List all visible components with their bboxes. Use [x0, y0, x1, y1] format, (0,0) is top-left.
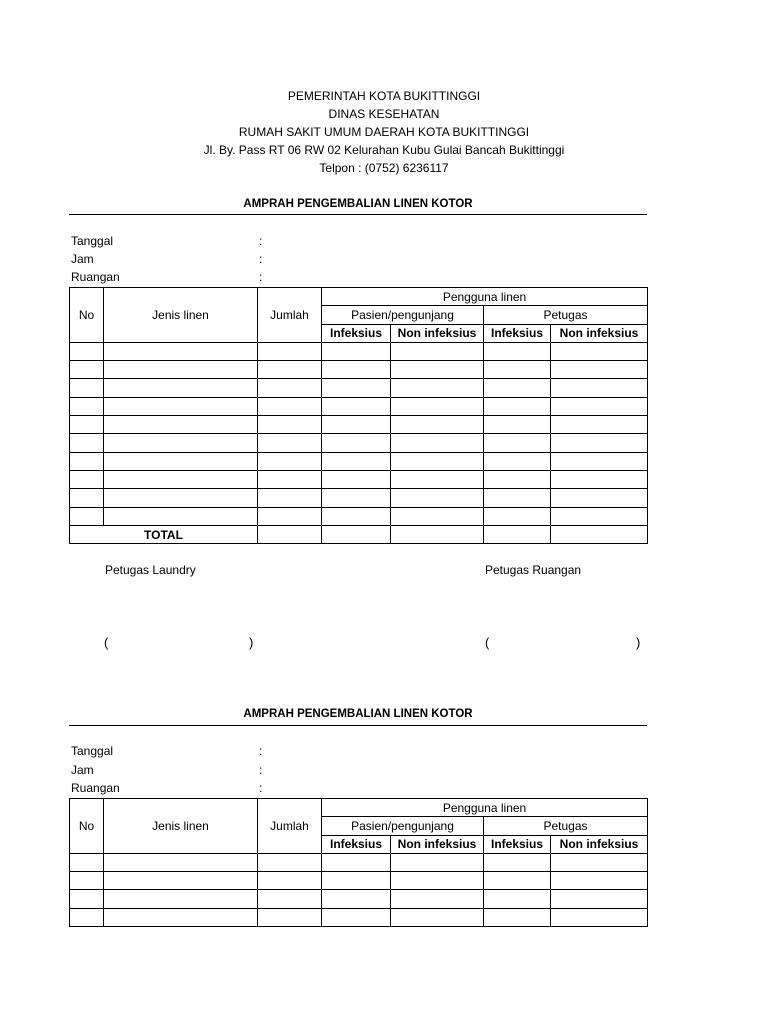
table-cell[interactable]: [322, 379, 391, 397]
title-underline: [69, 725, 647, 726]
col-header-jumlah: Jumlah: [258, 799, 322, 854]
table-cell[interactable]: [391, 342, 484, 360]
letterhead-department: DINAS KESEHATAN: [328, 107, 440, 121]
col-header-no: No: [70, 799, 104, 854]
table-cell[interactable]: [484, 397, 551, 415]
table-cell[interactable]: [484, 379, 551, 397]
col-header-pasien-infeksius: Infeksius: [322, 324, 391, 342]
total-row: [70, 525, 648, 543]
col-header-petugas-non-infeksius: Non infeksius: [551, 835, 648, 853]
table-cell[interactable]: [391, 397, 484, 415]
col-header-pasien-infeksius: Infeksius: [322, 835, 391, 853]
signature-label-ruangan: Petugas Ruangan: [485, 563, 582, 577]
letterhead-hospital: RUMAH SAKIT UMUM DAERAH KOTA BUKITTINGGI: [238, 125, 530, 139]
table-cell[interactable]: [322, 908, 391, 926]
table-cell[interactable]: [104, 397, 258, 415]
table-cell[interactable]: [391, 890, 484, 908]
table-cell[interactable]: [551, 890, 648, 908]
table-cell[interactable]: [70, 853, 104, 871]
table-cell[interactable]: [322, 853, 391, 871]
table-row: [70, 890, 648, 908]
tanggal-colon: :: [259, 744, 263, 758]
table-cell[interactable]: [551, 397, 648, 415]
table-cell[interactable]: [391, 361, 484, 379]
table-cell[interactable]: [104, 872, 258, 890]
table-cell[interactable]: [551, 872, 648, 890]
col-header-jenis-linen: Jenis linen: [104, 288, 258, 343]
table-row: [70, 416, 648, 434]
signature-open-paren: (: [104, 635, 109, 650]
table-cell[interactable]: [258, 872, 322, 890]
table-cell[interactable]: [104, 379, 258, 397]
table-cell[interactable]: [258, 434, 322, 452]
table-cell[interactable]: [70, 872, 104, 890]
table-cell[interactable]: [551, 379, 648, 397]
table-cell[interactable]: [258, 525, 322, 543]
table-cell[interactable]: [484, 525, 551, 543]
table-row: [70, 908, 648, 926]
tanggal-colon: :: [259, 234, 263, 248]
table-cell[interactable]: [104, 342, 258, 360]
table-cell[interactable]: [391, 872, 484, 890]
table-cell[interactable]: [484, 507, 551, 525]
col-header-pasien: Pasien/pengunjang: [322, 817, 484, 835]
col-header-jenis-linen: Jenis linen: [104, 799, 258, 854]
table-cell[interactable]: [322, 890, 391, 908]
table-cell[interactable]: [70, 342, 104, 360]
ruangan-label: Ruangan: [71, 781, 120, 795]
table-row: [70, 434, 648, 452]
col-header-jumlah: Jumlah: [258, 288, 322, 343]
table-cell[interactable]: [484, 489, 551, 507]
jam-colon: :: [259, 763, 263, 777]
signature-label-laundry: Petugas Laundry: [105, 563, 196, 577]
table-cell[interactable]: [258, 342, 322, 360]
letterhead-address: Jl. By. Pass RT 06 RW 02 Kelurahan Kubu Gulai Bancah Bukittinggi: [203, 143, 565, 157]
table-cell[interactable]: [258, 853, 322, 871]
table-row: [70, 489, 648, 507]
table-cell[interactable]: [258, 489, 322, 507]
col-header-petugas: Petugas: [484, 306, 648, 324]
table-cell[interactable]: [391, 489, 484, 507]
table-cell[interactable]: [258, 361, 322, 379]
table-cell[interactable]: [70, 507, 104, 525]
table-cell[interactable]: [258, 470, 322, 488]
table-cell[interactable]: [70, 908, 104, 926]
table-cell[interactable]: [322, 434, 391, 452]
table-row: [70, 470, 648, 488]
table-cell[interactable]: [258, 908, 322, 926]
table-cell[interactable]: [258, 890, 322, 908]
table-cell[interactable]: [484, 416, 551, 434]
table-cell[interactable]: [258, 507, 322, 525]
table-cell[interactable]: [391, 434, 484, 452]
table-cell[interactable]: [484, 452, 551, 470]
table-cell[interactable]: [391, 908, 484, 926]
col-header-petugas: Petugas: [484, 817, 648, 835]
table-cell[interactable]: [322, 416, 391, 434]
table-cell[interactable]: [322, 342, 391, 360]
table-cell[interactable]: [551, 452, 648, 470]
title-underline: [69, 214, 647, 215]
tanggal-label: Tanggal: [71, 744, 114, 758]
table-row: [70, 342, 648, 360]
table-cell[interactable]: [70, 489, 104, 507]
col-header-pasien-non-infeksius: Non infeksius: [391, 835, 484, 853]
ruangan-label: Ruangan: [71, 270, 120, 284]
table-cell[interactable]: [551, 489, 648, 507]
table-cell[interactable]: [391, 853, 484, 871]
linen-table: [69, 287, 648, 544]
col-header-petugas-non-infeksius: Non infeksius: [551, 324, 648, 342]
table-cell[interactable]: [70, 397, 104, 415]
table-cell[interactable]: [391, 470, 484, 488]
table-cell[interactable]: [70, 361, 104, 379]
table-cell[interactable]: [484, 342, 551, 360]
col-header-pengguna-linen: Pengguna linen: [322, 288, 648, 306]
signature-close-paren: ): [636, 635, 641, 650]
table-cell[interactable]: [104, 452, 258, 470]
table-cell[interactable]: [551, 908, 648, 926]
table-cell[interactable]: [104, 489, 258, 507]
table-cell[interactable]: [551, 434, 648, 452]
table-cell[interactable]: [484, 890, 551, 908]
table-cell[interactable]: [484, 853, 551, 871]
table-row: [70, 452, 648, 470]
col-header-pasien: Pasien/pengunjang: [322, 306, 484, 324]
table-row: [70, 853, 648, 871]
table-cell[interactable]: [104, 434, 258, 452]
ruangan-colon: :: [259, 781, 263, 795]
table-cell[interactable]: [70, 416, 104, 434]
table-cell[interactable]: [70, 470, 104, 488]
table-cell[interactable]: [322, 872, 391, 890]
table-cell[interactable]: [322, 507, 391, 525]
table-row: [70, 397, 648, 415]
linen-table: [69, 798, 648, 927]
table-cell[interactable]: [551, 853, 648, 871]
ruangan-colon: :: [259, 270, 263, 284]
signature-close-paren: ): [249, 635, 254, 650]
table-cell[interactable]: [391, 379, 484, 397]
table-cell[interactable]: [258, 397, 322, 415]
table-cell[interactable]: [104, 416, 258, 434]
table-cell[interactable]: [258, 379, 322, 397]
table-cell[interactable]: [484, 470, 551, 488]
table-cell[interactable]: [484, 434, 551, 452]
table-cell[interactable]: [551, 507, 648, 525]
table-cell[interactable]: [484, 361, 551, 379]
jam-label: Jam: [71, 252, 94, 266]
table-cell[interactable]: [484, 872, 551, 890]
table-cell[interactable]: [391, 416, 484, 434]
table-row: [70, 361, 648, 379]
table-cell[interactable]: [70, 452, 104, 470]
jam-colon: :: [259, 252, 263, 266]
table-cell[interactable]: [322, 397, 391, 415]
form-title: AMPRAH PENGEMBALIAN LINEN KOTOR: [243, 708, 473, 720]
table-cell[interactable]: [551, 470, 648, 488]
table-cell[interactable]: [104, 853, 258, 871]
table-cell[interactable]: [258, 452, 322, 470]
table-row: [70, 872, 648, 890]
table-row: [70, 379, 648, 397]
signature-open-paren: (: [485, 635, 490, 650]
table-cell[interactable]: [104, 470, 258, 488]
table-cell[interactable]: [551, 525, 648, 543]
total-label: TOTAL: [70, 525, 258, 543]
table-cell[interactable]: [322, 489, 391, 507]
table-cell[interactable]: [258, 416, 322, 434]
letterhead-government: PEMERINTAH KOTA BUKITTINGGI: [287, 89, 481, 103]
col-header-petugas-infeksius: Infeksius: [484, 324, 551, 342]
table-row: [70, 507, 648, 525]
form-title: AMPRAH PENGEMBALIAN LINEN KOTOR: [243, 198, 473, 210]
table-cell[interactable]: [104, 507, 258, 525]
col-header-no: No: [70, 288, 104, 343]
jam-label: Jam: [71, 763, 94, 777]
letterhead-phone: Telpon : (0752) 6236117: [319, 161, 449, 175]
table-cell[interactable]: [104, 908, 258, 926]
table-cell[interactable]: [484, 908, 551, 926]
col-header-petugas-infeksius: Infeksius: [484, 835, 551, 853]
table-cell[interactable]: [391, 452, 484, 470]
table-cell[interactable]: [70, 379, 104, 397]
table-cell[interactable]: [391, 507, 484, 525]
table-cell[interactable]: [322, 452, 391, 470]
table-cell[interactable]: [322, 525, 391, 543]
table-cell[interactable]: [391, 525, 484, 543]
tanggal-label: Tanggal: [71, 234, 114, 248]
table-cell[interactable]: [104, 890, 258, 908]
table-cell[interactable]: [551, 361, 648, 379]
table-cell[interactable]: [551, 416, 648, 434]
table-cell[interactable]: [551, 342, 648, 360]
col-header-pengguna-linen: Pengguna linen: [322, 799, 648, 817]
col-header-pasien-non-infeksius: Non infeksius: [391, 324, 484, 342]
table-cell[interactable]: [322, 361, 391, 379]
table-cell[interactable]: [70, 434, 104, 452]
table-cell[interactable]: [322, 470, 391, 488]
table-cell[interactable]: [70, 890, 104, 908]
table-cell[interactable]: [104, 361, 258, 379]
